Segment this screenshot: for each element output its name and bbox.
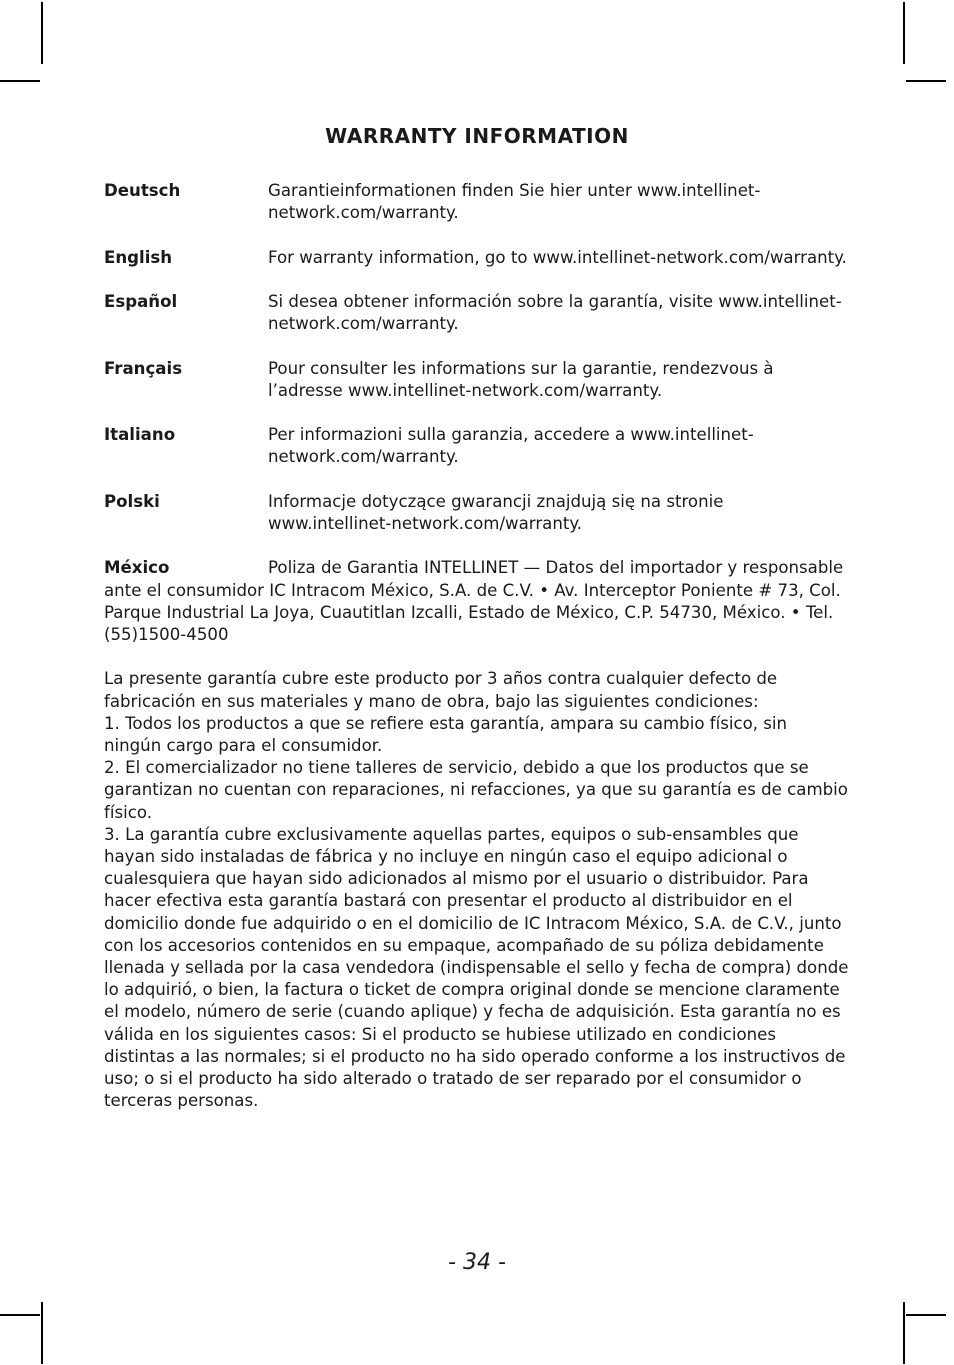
page-title: WARRANTY INFORMATION (325, 124, 629, 148)
language-row-francais (104, 358, 849, 402)
language-text: Si desea obtener información sobre la garantía, visite www.intellinet-network.com/warranty. (268, 291, 842, 334)
language-label: Italiano (104, 425, 176, 445)
language-row-italiano (104, 424, 849, 468)
language-label: Deutsch (104, 181, 181, 200)
page-number: - 34 - (448, 1250, 506, 1275)
language-label: English (104, 247, 173, 267)
warranty-intro-paragraph: La presente garantía cubre este producto por 3 años contra cualquier defecto de fabricación en sus materiales y mano de obra, bajo las siguientes condiciones: (104, 669, 778, 711)
document-body (104, 180, 849, 1112)
language-row-polski (104, 491, 849, 535)
language-label: Español (104, 291, 178, 311)
language-label: Polski (104, 491, 160, 511)
language-row-deutsch (104, 180, 849, 224)
mexico-importer-block (104, 557, 849, 646)
language-text: Informacje dotyczące gwarancji znajdują się na stronie www.intellinet-network.com/warranty. (268, 491, 724, 533)
language-text: For warranty information, go to www.intellinet-network.com/warranty. (268, 247, 847, 267)
crop-mark-bottom-left-horizontal (0, 1314, 40, 1316)
language-text: Pour consulter les informations sur la garantie, rendezvous à l’adresse www.intellinet-network.com/warranty. (268, 358, 774, 400)
crop-mark-top-right-horizontal (906, 80, 946, 82)
language-text: Per informazioni sulla garanzia, accedere a www.intellinet-network.com/warranty. (268, 425, 754, 467)
crop-mark-top-left-horizontal (0, 80, 40, 82)
crop-mark-bottom-right-vertical (903, 1302, 905, 1364)
warranty-condition-2: 2. El comercializador no tiene talleres de servicio, debido a que los productos que se garantizan no cuentan con reparaciones, ni refacciones, ya que su garantía es de cambio físico. (104, 758, 848, 822)
mexico-importer-text: Poliza de Garantia INTELLINET — Datos del importador y responsable ante el consumidor IC Intracom México, S.A. de C.V. • Av. Interceptor Poniente # 73, Col. Parque Industrial La Joya, Cuautitlan Izcalli, Estado de México, C.P. 54730, México. • Tel. (55)1500-4500 (104, 558, 844, 644)
crop-mark-bottom-left-vertical (41, 1302, 43, 1364)
crop-mark-top-right-vertical (903, 2, 905, 64)
warranty-condition-3: 3. La garantía cubre exclusivamente aquellas partes, equipos o sub-ensambles que hayan sido instaladas de fábrica y no incluye en ningún caso el equipo adicional o cualesquiera que hayan sido adicionados al mismo por el usuario o distribuidor. Para hacer efectiva esta garantía bastará con presentar el producto al distribuidor en el domicilio donde fue adquirido o en el domicilio de IC Intracom México, S.A. de C.V., junto con los accesorios contenidos en su empaque, acompañado de su póliza debidamente llenada y sellada por la casa vendedora (indispensable el sello y fecha de compra) donde lo adquirió, o bien, la factura o ticket de compra original donde se mencione claramente el modelo, número de serie (cuando aplique) y fecha de adquisición. Esta garantía no es válida en los siguientes casos: Si el producto se hubiese utilizado en condiciones distintas a las normales; si el producto no ha sido operado conforme a los instructivos de uso; o si el producto ha sido alterado o tratado de ser reparado por el consumidor o terceras personas. (104, 824, 849, 1111)
language-row-espanol (104, 291, 849, 335)
mexico-label: México (104, 558, 170, 578)
crop-mark-bottom-right-horizontal (906, 1314, 946, 1316)
warranty-condition-1: 1. Todos los productos a que se refiere esta garantía, ampara su cambio físico, sin ningún cargo para el consumidor. (104, 713, 788, 755)
language-text: Garantieinformationen finden Sie hier unter www.intellinet-network.com/warranty. (268, 181, 761, 223)
crop-mark-top-left-vertical (41, 2, 43, 64)
language-row-english (104, 247, 849, 269)
language-label: Français (104, 358, 183, 378)
